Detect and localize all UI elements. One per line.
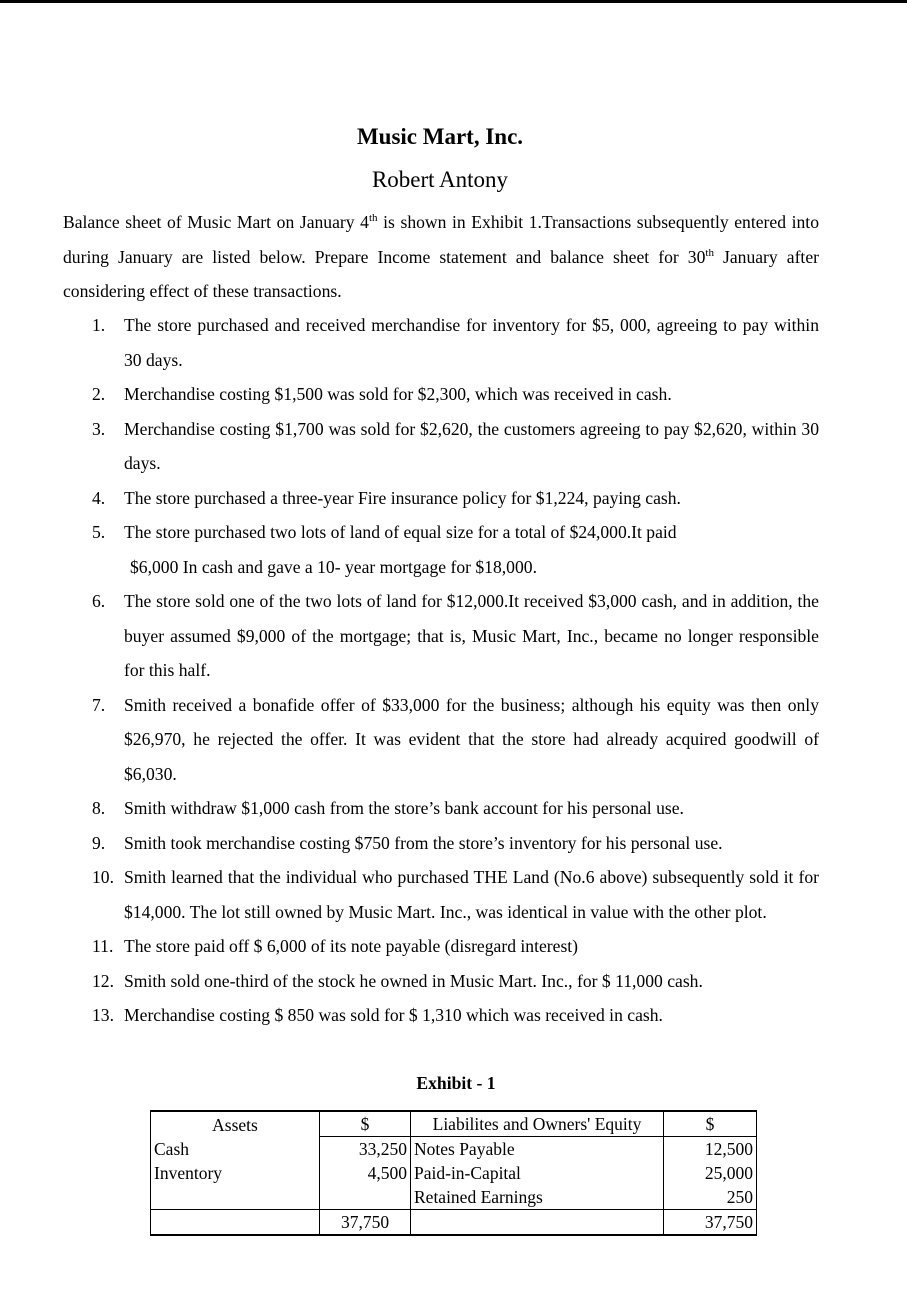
liabilities-total: 37,750: [664, 1210, 757, 1236]
document-author: Robert Antony: [371, 167, 509, 192]
liability-name: Notes Payable: [411, 1137, 664, 1162]
document-title: Music Mart, Inc.: [356, 124, 524, 149]
transaction-item: [92, 860, 819, 929]
liabilities-header: Liabilites and Owners' Equity: [411, 1111, 664, 1137]
transaction-text: Merchandise costing $1,500 was sold for $2,300, which was received in cash.: [124, 384, 672, 404]
asset-name: Cash: [151, 1137, 320, 1162]
liability-name: Paid-in-Capital: [411, 1161, 664, 1185]
intro-sup-1: th: [368, 212, 378, 225]
top-border-line: [0, 0, 907, 3]
transaction-item: [92, 791, 819, 826]
transaction-text: Smith learned that the individual who purchased THE Land (No.6 above) subsequently sold it for $14,000. The lot still owned by Music Mart. Inc., was identical in value with the other plot.: [124, 867, 819, 922]
liability-amount: 12,500: [664, 1137, 757, 1162]
table-row: [151, 1137, 757, 1162]
transaction-text: The store paid off $ 6,000 of its note payable (disregard interest): [124, 936, 579, 956]
transaction-number: 11.: [92, 936, 114, 956]
transaction-item: [92, 412, 819, 481]
assets-total: 37,750: [320, 1210, 411, 1236]
transaction-number: 3.: [92, 418, 106, 439]
table-header-row: [151, 1111, 757, 1137]
exhibit-title: Exhibit - 1: [416, 1073, 496, 1093]
transaction-item-continuation: [92, 550, 819, 585]
transaction-number: 7.: [92, 694, 106, 715]
transaction-item: [92, 481, 819, 516]
intro-text-1: Balance sheet of Music Mart on January 4: [63, 212, 369, 232]
transaction-number: 10.: [92, 867, 114, 887]
transaction-item: [92, 584, 819, 688]
transaction-text: Merchandise costing $1,700 was sold for $2,620, the customers agreeing to pay $2,620, within 30 days.: [124, 418, 819, 473]
transaction-number: 5.: [92, 522, 106, 542]
transaction-text: Merchandise costing $ 850 was sold for $ 1,310 which was received in cash.: [124, 1005, 663, 1025]
balance-sheet-table: [150, 1110, 757, 1236]
transaction-number: 8.: [92, 798, 106, 818]
asset-name: Inventory: [151, 1161, 320, 1185]
asset-amount: 33,250: [320, 1137, 411, 1162]
liability-amount: 250: [664, 1185, 757, 1210]
total-label-cell: [151, 1210, 320, 1236]
assets-amount-header: $: [320, 1111, 411, 1137]
intro-text-3: January after considering effect of these transactions.: [63, 246, 819, 301]
liabilities-amount-header: $: [664, 1111, 757, 1137]
transaction-item: [92, 515, 819, 550]
table-total-row: [151, 1210, 757, 1236]
transaction-item: [92, 826, 819, 861]
liability-amount: 25,000: [664, 1161, 757, 1185]
transaction-item: [92, 688, 819, 792]
transaction-number: 4.: [92, 487, 106, 508]
transaction-text: The store purchased and received merchandise for inventory for $5, 000, agreeing to pay within 30 days.: [124, 315, 819, 370]
transactions-list: [92, 308, 819, 1033]
intro-text-2: is shown in Exhibit 1.Transactions subsequently entered into during January are listed below. Prepare Income statement and balance sheet for 30: [63, 212, 819, 267]
transaction-text: The store purchased a three-year Fire insurance policy for $1,224, paying cash.: [124, 487, 681, 508]
asset-name: [151, 1185, 320, 1210]
transaction-item: [92, 929, 819, 964]
intro-paragraph: [63, 205, 819, 309]
intro-sup-2: th: [705, 246, 714, 259]
transaction-item: [92, 377, 819, 412]
liability-name: Retained Earnings: [411, 1185, 664, 1210]
transaction-text: The store purchased two lots of land of equal size for a total of $24,000.It paid: [124, 522, 677, 542]
transaction-item: [92, 308, 819, 377]
table-row: [151, 1185, 757, 1210]
table-row: [151, 1161, 757, 1185]
transaction-text: Smith withdraw $1,000 cash from the store’s bank account for his personal use.: [124, 798, 684, 818]
transaction-text: Smith received a bonafide offer of $33,000 for the business; although his equity was then only $26,970, he rejected the offer. It was evident that the store had already acquired goodwill of $6,030.: [124, 694, 819, 784]
transaction-item: [92, 998, 819, 1033]
transaction-number: 2.: [92, 384, 106, 404]
transaction-text: $6,000 In cash and gave a 10- year mortgage for $18,000.: [130, 556, 537, 577]
assets-header: Assets: [151, 1111, 320, 1137]
transaction-item: [92, 964, 819, 999]
transaction-text: The store sold one of the two lots of land for $12,000.It received $3,000 cash, and in addition, the buyer assumed $9,000 of the mortgage; that is, Music Mart, Inc., became no longer responsible for this half.: [124, 591, 819, 680]
transaction-number: 6.: [92, 591, 106, 611]
transaction-number: 9.: [92, 832, 106, 853]
transaction-number: 1.: [92, 315, 106, 335]
transaction-text: Smith took merchandise costing $750 from the store’s inventory for his personal use.: [124, 832, 723, 853]
total-empty-cell: [411, 1210, 664, 1236]
transaction-number: 12.: [92, 970, 114, 991]
transaction-number: 13.: [92, 1005, 114, 1025]
asset-amount: [320, 1185, 411, 1210]
asset-amount: 4,500: [320, 1161, 411, 1185]
transaction-text: Smith sold one-third of the stock he owned in Music Mart. Inc., for $ 11,000 cash.: [124, 970, 703, 991]
